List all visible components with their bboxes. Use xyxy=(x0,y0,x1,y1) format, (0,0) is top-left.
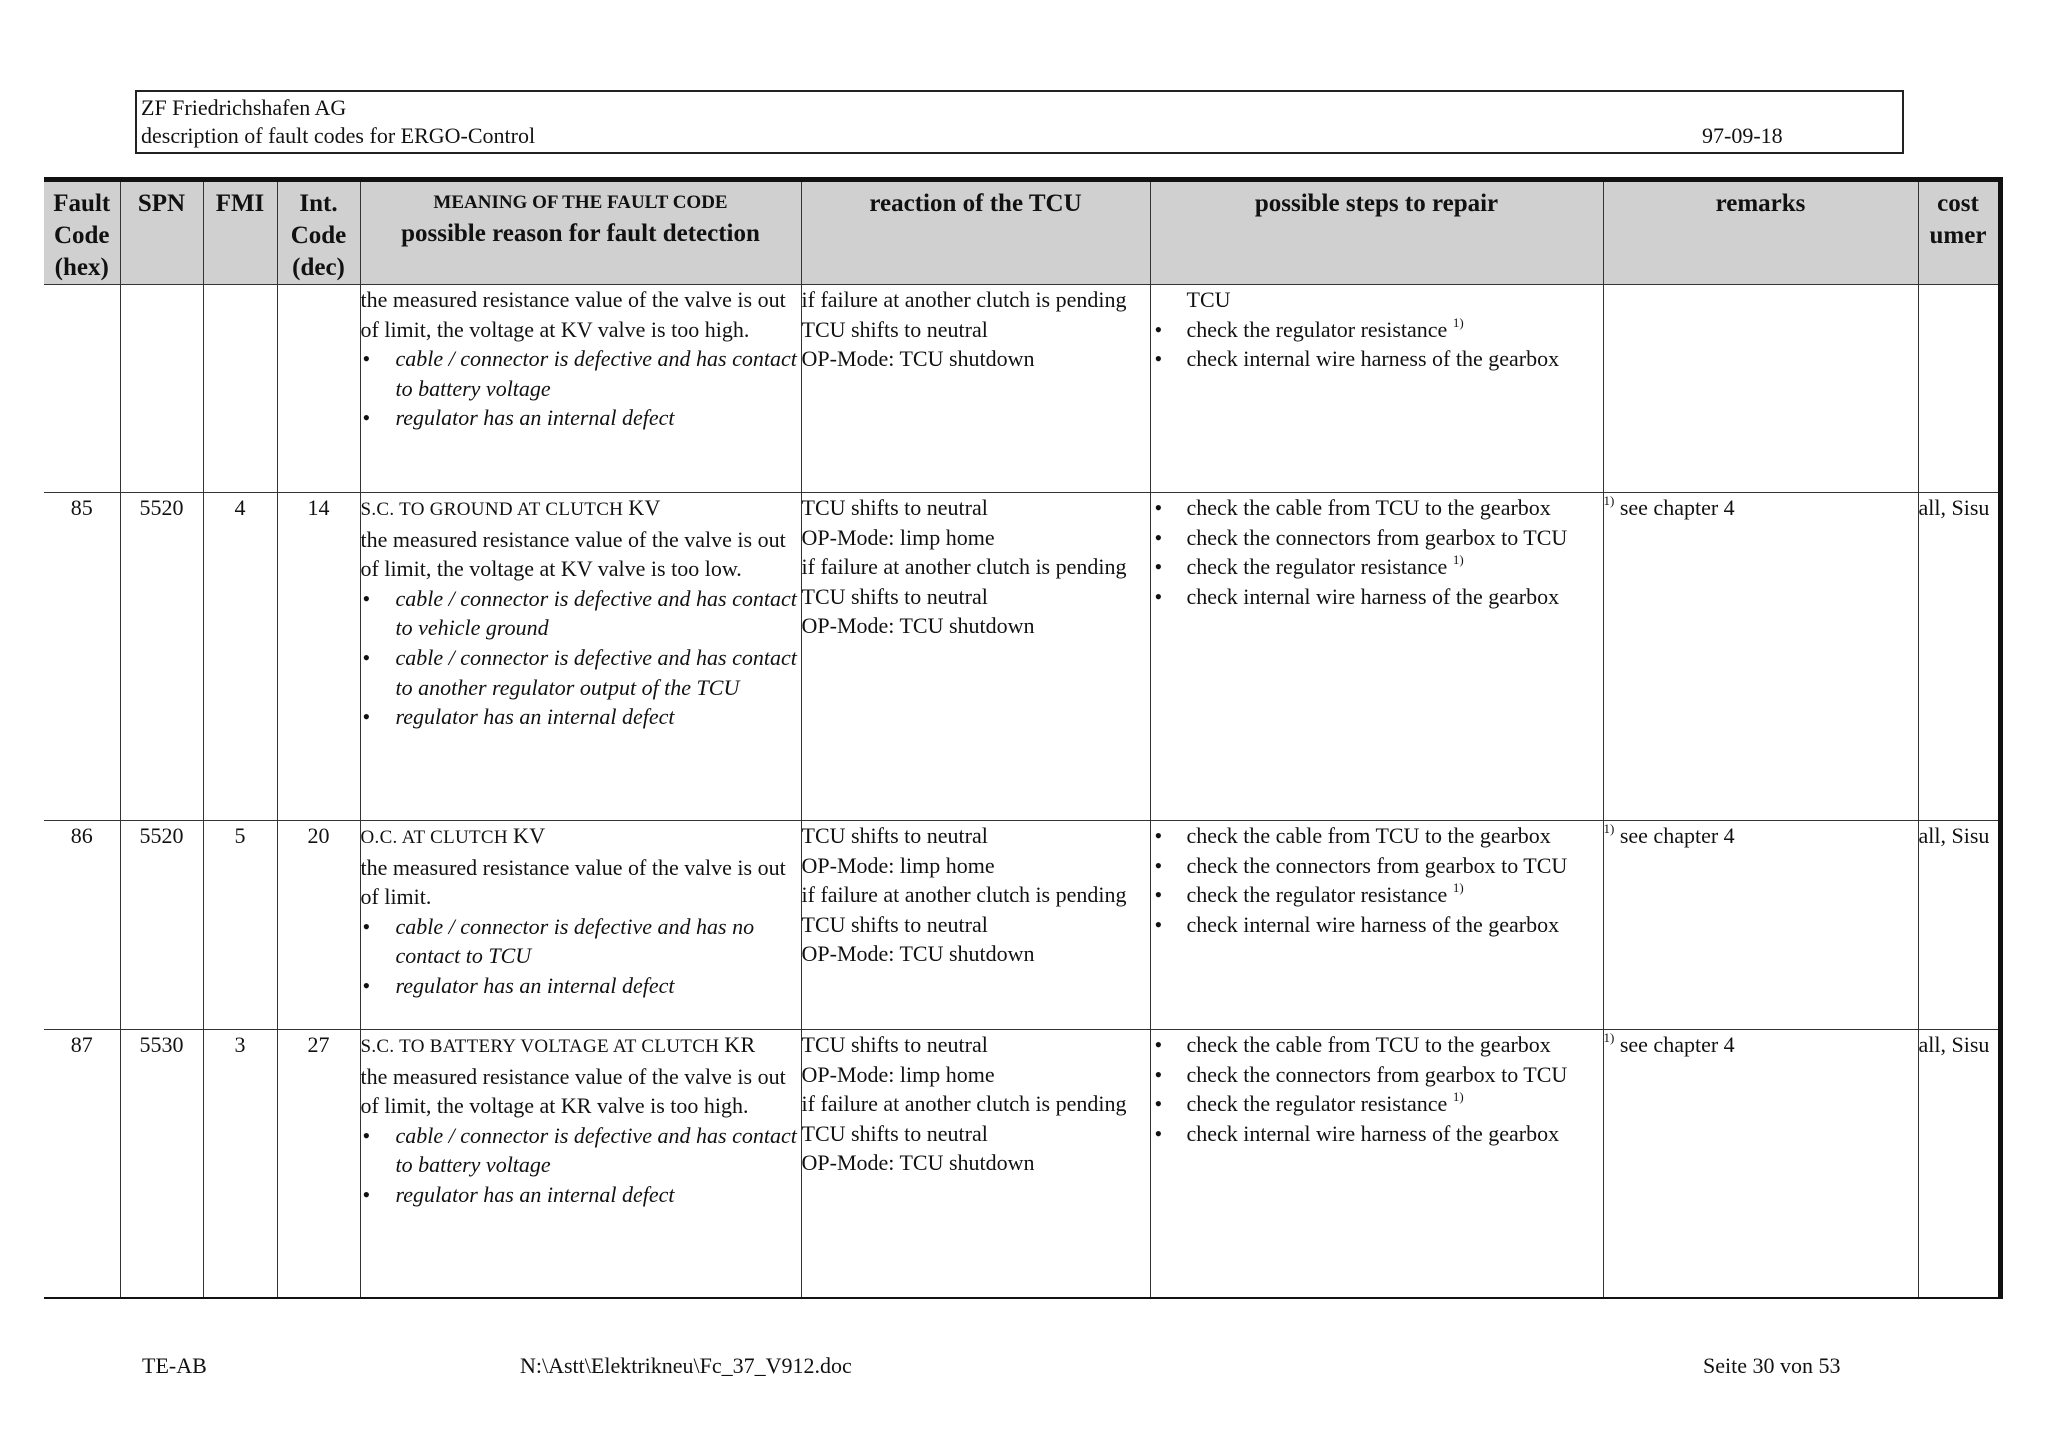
reaction-line: TCU shifts to neutral xyxy=(801,1120,988,1146)
repair-step xyxy=(1151,552,1603,582)
repair-step: • check internal wire harness of the gearbox xyxy=(1151,910,1603,940)
reaction-line: TCU shifts to neutral xyxy=(801,1032,988,1057)
remarks-text: see chapter 4 xyxy=(1619,495,1735,520)
footer-file-path: N:\Astt\Elektrikneu\Fc_37_V912.doc xyxy=(520,1353,852,1378)
cause-list xyxy=(361,1121,801,1210)
reaction-line: OP-Mode: limp home xyxy=(801,1061,995,1087)
cell-fmi: 4 xyxy=(203,493,277,821)
cell-meaning xyxy=(360,1030,801,1299)
cell-int-code: 27 xyxy=(277,1030,360,1299)
cell-spn: 5520 xyxy=(120,493,203,821)
cell-reaction xyxy=(801,821,1150,1030)
cell-customer: all, Sisu xyxy=(1918,493,2000,821)
repair-step: • check the connectors from gearbox to TCU xyxy=(1151,523,1603,553)
repair-step: • check the connectors from gearbox to TCU xyxy=(1151,1060,1603,1090)
repair-continued-text: TCU xyxy=(1186,287,1231,312)
table-header-row xyxy=(44,180,2000,285)
repair-step: • check the cable from TCU to the gearbox xyxy=(1151,1030,1603,1060)
cause-item: • regulator has an internal defect xyxy=(361,1180,801,1210)
cause-item: • cable / connector is defective and has contact to another regulator output of the TCU xyxy=(361,643,801,702)
cell-spn: 5530 xyxy=(120,1030,203,1299)
meaning-text: the measured resistance value of the valve is out of limit. xyxy=(360,854,786,910)
cell-remarks xyxy=(1603,1030,1918,1299)
reaction-line: OP-Mode: limp home xyxy=(801,524,995,550)
footnote-mark: 1) xyxy=(1452,1089,1464,1105)
cell-customer: all, Sisu xyxy=(1918,821,2000,1030)
reaction-line: TCU shifts to neutral xyxy=(801,316,988,342)
fault-title-main: S.C. TO GROUND AT CLUTCH xyxy=(360,499,624,520)
table-row xyxy=(44,493,2000,821)
footnote-mark: 1) xyxy=(1452,552,1464,568)
reaction-line: OP-Mode: limp home xyxy=(801,852,995,878)
cell-remarks xyxy=(1603,821,1918,1030)
reaction-line: if failure at another clutch is pending xyxy=(801,287,1127,312)
col-fault-code: Fault Code (hex) xyxy=(44,180,120,285)
cell-empty xyxy=(203,285,277,493)
reaction-line: if failure at another clutch is pending xyxy=(801,554,1127,580)
cause-item: • regulator has an internal defect xyxy=(361,403,801,433)
reaction-line: OP-Mode: TCU shutdown xyxy=(801,346,1035,372)
cell-customer xyxy=(1918,285,2000,493)
document-description: description of fault codes for ERGO-Control xyxy=(141,123,536,148)
footnote-mark: 1) xyxy=(1603,493,1615,508)
cause-list xyxy=(361,344,801,433)
document-header xyxy=(135,90,1904,154)
repair-step-text: check the regulator resistance xyxy=(1186,882,1448,908)
repair-step: • check the cable from TCU to the gearbox xyxy=(1151,821,1603,851)
reaction-line: if failure at another clutch is pending xyxy=(801,1091,1127,1117)
cell-int-code: 20 xyxy=(277,821,360,1030)
cell-reaction xyxy=(801,285,1150,493)
repair-step: • check internal wire harness of the gearbox xyxy=(1151,344,1603,374)
cause-item: • cable / connector is defective and has contact to battery voltage xyxy=(361,1121,801,1180)
cause-item: • regulator has an internal defect xyxy=(361,971,801,1001)
cell-empty xyxy=(44,285,120,493)
repair-list xyxy=(1151,1030,1603,1148)
fault-title xyxy=(361,493,801,525)
repair-list xyxy=(1151,821,1603,939)
reaction-line: TCU shifts to neutral xyxy=(801,495,988,520)
remarks-text: see chapter 4 xyxy=(1619,1032,1735,1057)
meaning-text: the measured resistance value of the valve is out of limit, the voltage at KV valve is too high. xyxy=(360,287,786,342)
repair-list xyxy=(1151,315,1603,374)
fault-title xyxy=(361,1030,801,1062)
cell-repair xyxy=(1150,285,1603,493)
cell-customer: all, Sisu xyxy=(1918,1030,2000,1299)
company-name: ZF Friedrichshafen AG xyxy=(141,95,347,120)
cell-reaction xyxy=(801,1030,1150,1299)
repair-step-text: check the regulator resistance xyxy=(1186,1091,1448,1117)
col-reaction: reaction of the TCU xyxy=(801,180,1150,285)
footnote-mark: 1) xyxy=(1452,314,1464,330)
table-row xyxy=(44,821,2000,1030)
reaction-line: OP-Mode: TCU shutdown xyxy=(801,941,1035,967)
col-customer: cost umer xyxy=(1918,180,2000,285)
footnote-mark: 1) xyxy=(1452,880,1464,896)
cell-fault-code: 85 xyxy=(44,493,120,821)
footer-department: TE-AB xyxy=(142,1353,207,1378)
cause-list xyxy=(361,912,801,1001)
cell-fault-code: 87 xyxy=(44,1030,120,1299)
cell-remarks xyxy=(1603,493,1918,821)
repair-step: • check internal wire harness of the gearbox xyxy=(1151,582,1603,612)
cell-fmi: 5 xyxy=(203,821,277,1030)
fault-title xyxy=(361,821,801,853)
cell-empty xyxy=(277,285,360,493)
cell-remarks xyxy=(1603,285,1918,493)
cell-meaning xyxy=(360,493,801,821)
reaction-line: OP-Mode: TCU shutdown xyxy=(801,1150,1035,1176)
col-repair: possible steps to repair xyxy=(1150,180,1603,285)
cell-meaning xyxy=(360,285,801,493)
reaction-line: OP-Mode: TCU shutdown xyxy=(801,613,1035,639)
repair-step xyxy=(1151,1089,1603,1119)
col-int-code: Int. Code (dec) xyxy=(277,180,360,285)
document-date: 97-09-18 xyxy=(1702,123,1783,148)
repair-step xyxy=(1151,880,1603,910)
fault-title-clutch: KV xyxy=(628,495,661,520)
cell-repair xyxy=(1150,1030,1603,1299)
col-meaning-sub: possible reason for fault detection xyxy=(401,220,760,247)
cell-fault-code: 86 xyxy=(44,821,120,1030)
fault-title-clutch: KV xyxy=(513,823,546,848)
fault-title-clutch: KR xyxy=(724,1032,756,1057)
col-remarks: remarks xyxy=(1603,180,1918,285)
cell-int-code: 14 xyxy=(277,493,360,821)
footnote-mark: 1) xyxy=(1603,1030,1615,1045)
repair-step xyxy=(1151,315,1603,345)
col-meaning-title: MEANING OF THE FAULT CODE xyxy=(433,192,728,213)
cause-item: • cable / connector is defective and has no contact to TCU xyxy=(361,912,801,971)
repair-step: • check internal wire harness of the gearbox xyxy=(1151,1119,1603,1149)
cause-item: • cable / connector is defective and has contact to vehicle ground xyxy=(361,584,801,643)
cell-empty xyxy=(120,285,203,493)
footnote-mark: 1) xyxy=(1603,821,1615,836)
fault-code-table xyxy=(44,177,2003,1299)
repair-step-text: check the regulator resistance xyxy=(1186,316,1448,342)
cell-meaning xyxy=(360,821,801,1030)
reaction-line: TCU shifts to neutral xyxy=(801,823,988,848)
meaning-text: the measured resistance value of the valve is out of limit, the voltage at KR valve is too high. xyxy=(360,1063,786,1119)
cause-item: • cable / connector is defective and has contact to battery voltage xyxy=(361,344,801,403)
cell-fmi: 3 xyxy=(203,1030,277,1299)
repair-step: • check the connectors from gearbox to TCU xyxy=(1151,851,1603,881)
footer-page-number: Seite 30 von 53 xyxy=(1703,1353,1841,1378)
cell-repair xyxy=(1150,493,1603,821)
remarks-text: see chapter 4 xyxy=(1619,823,1735,848)
repair-step-text: check the regulator resistance xyxy=(1186,554,1448,580)
repair-step: • check the cable from TCU to the gearbox xyxy=(1151,493,1603,523)
reaction-line: if failure at another clutch is pending xyxy=(801,882,1127,908)
cell-spn: 5520 xyxy=(120,821,203,1030)
cause-list xyxy=(361,584,801,732)
col-spn: SPN xyxy=(120,180,203,285)
cause-item: • regulator has an internal defect xyxy=(361,702,801,732)
table-row xyxy=(44,1030,2000,1299)
fault-title-main: S.C. TO BATTERY VOLTAGE AT CLUTCH xyxy=(360,1036,720,1057)
cell-repair xyxy=(1150,821,1603,1030)
table-row-continuation xyxy=(44,285,2000,493)
repair-list xyxy=(1151,493,1603,611)
reaction-line: TCU shifts to neutral xyxy=(801,583,988,609)
fault-title-main: O.C. AT CLUTCH xyxy=(360,827,508,848)
col-meaning xyxy=(360,180,801,285)
reaction-line: TCU shifts to neutral xyxy=(801,911,988,937)
col-fmi: FMI xyxy=(203,180,277,285)
cell-reaction xyxy=(801,493,1150,821)
meaning-text: the measured resistance value of the valve is out of limit, the voltage at KV valve is too low. xyxy=(360,526,786,582)
